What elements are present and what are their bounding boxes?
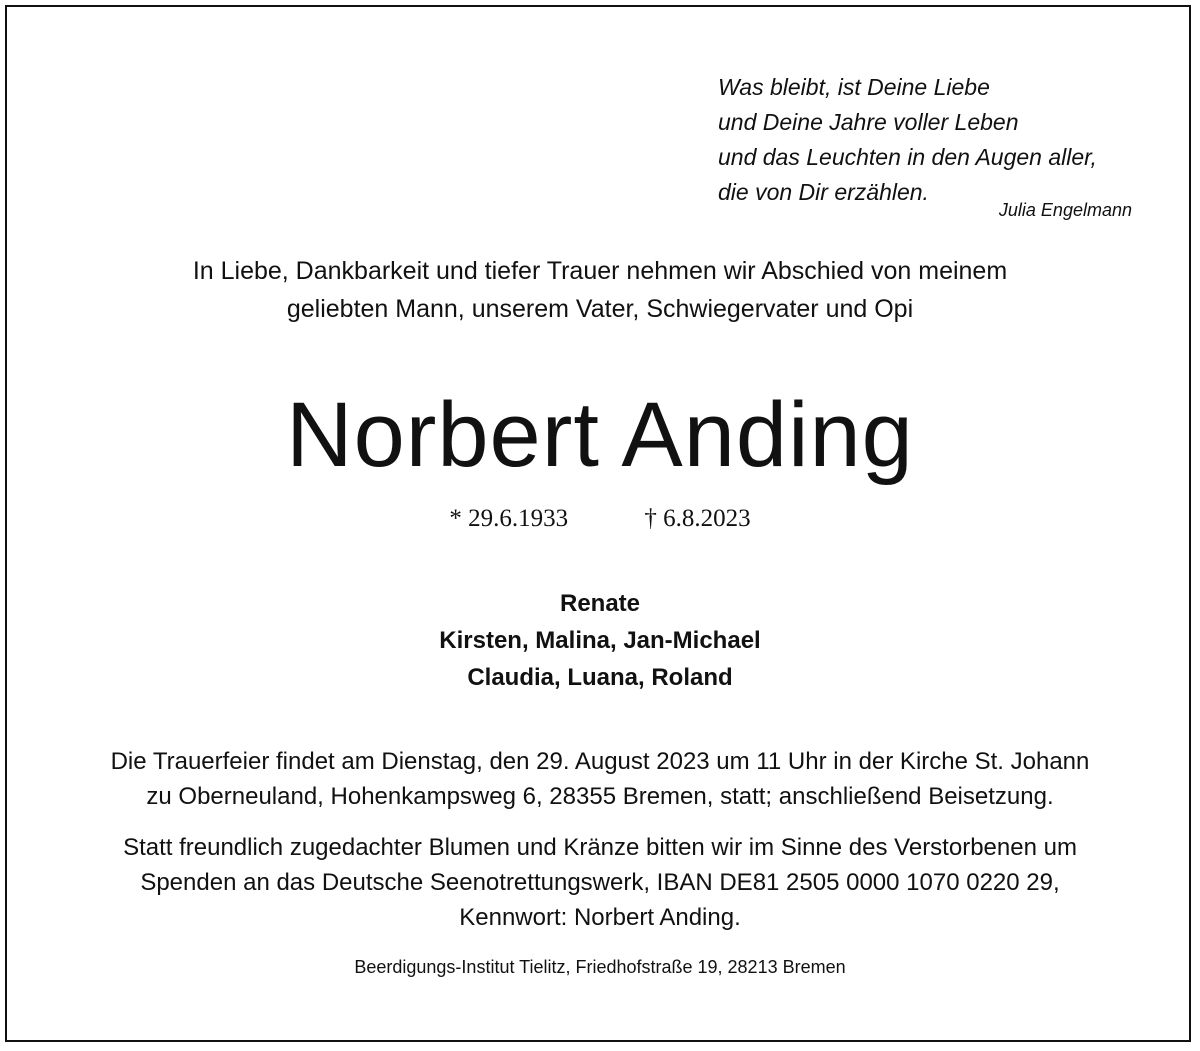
poem-quote [718,70,1158,210]
quote-author: Julia Engelmann [998,200,1132,220]
intro-line: In Liebe, Dankbarkeit und tiefer Trauer nehmen wir Abschied von meinem [192,257,1008,285]
donation-line: Kennwort: Norbert Anding. [459,904,741,931]
death-date: † 6.8.2023 [644,505,751,532]
birth-date: * 29.6.1933 [449,505,569,532]
donation-line: Statt freundlich zugedachter Blumen und Kränze bitten wir im Sinne des Verstorbenen um [123,834,1077,861]
ceremony-line: zu Oberneuland, Hohenkampsweg 6, 28355 Bremen, statt; anschließend Beisetzung. [146,783,1054,810]
deceased-name: Norbert Anding [286,384,914,486]
intro-line: geliebten Mann, unserem Vater, Schwiegervater und Opi [286,295,914,323]
quote-line: die von Dir erzählen. [718,179,929,205]
intro-text [0,252,1200,328]
family-line: Claudia, Luana, Roland [467,664,733,691]
family-names [0,585,1200,696]
life-dates [0,503,1200,535]
family-line: Renate [559,590,641,617]
donation-line: Spenden an das Deutsche Seenotrettungswerk, IBAN DE81 2505 0000 1070 0220 29, [140,869,1060,896]
quote-line: und das Leuchten in den Augen aller, [718,144,1097,170]
donation-info [0,830,1200,935]
undertaker-info: Beerdigungs-Institut Tielitz, Friedhofstraße 19, 28213 Bremen [354,957,846,977]
ceremony-line: Die Trauerfeier findet am Dienstag, den 29. August 2023 um 11 Uhr in der Kirche St. Johann [110,748,1090,775]
quote-line: Was bleibt, ist Deine Liebe [718,74,990,100]
family-line: Kirsten, Malina, Jan-Michael [439,627,761,654]
quote-line: und Deine Jahre voller Leben [718,109,1019,135]
ceremony-info [0,744,1200,814]
